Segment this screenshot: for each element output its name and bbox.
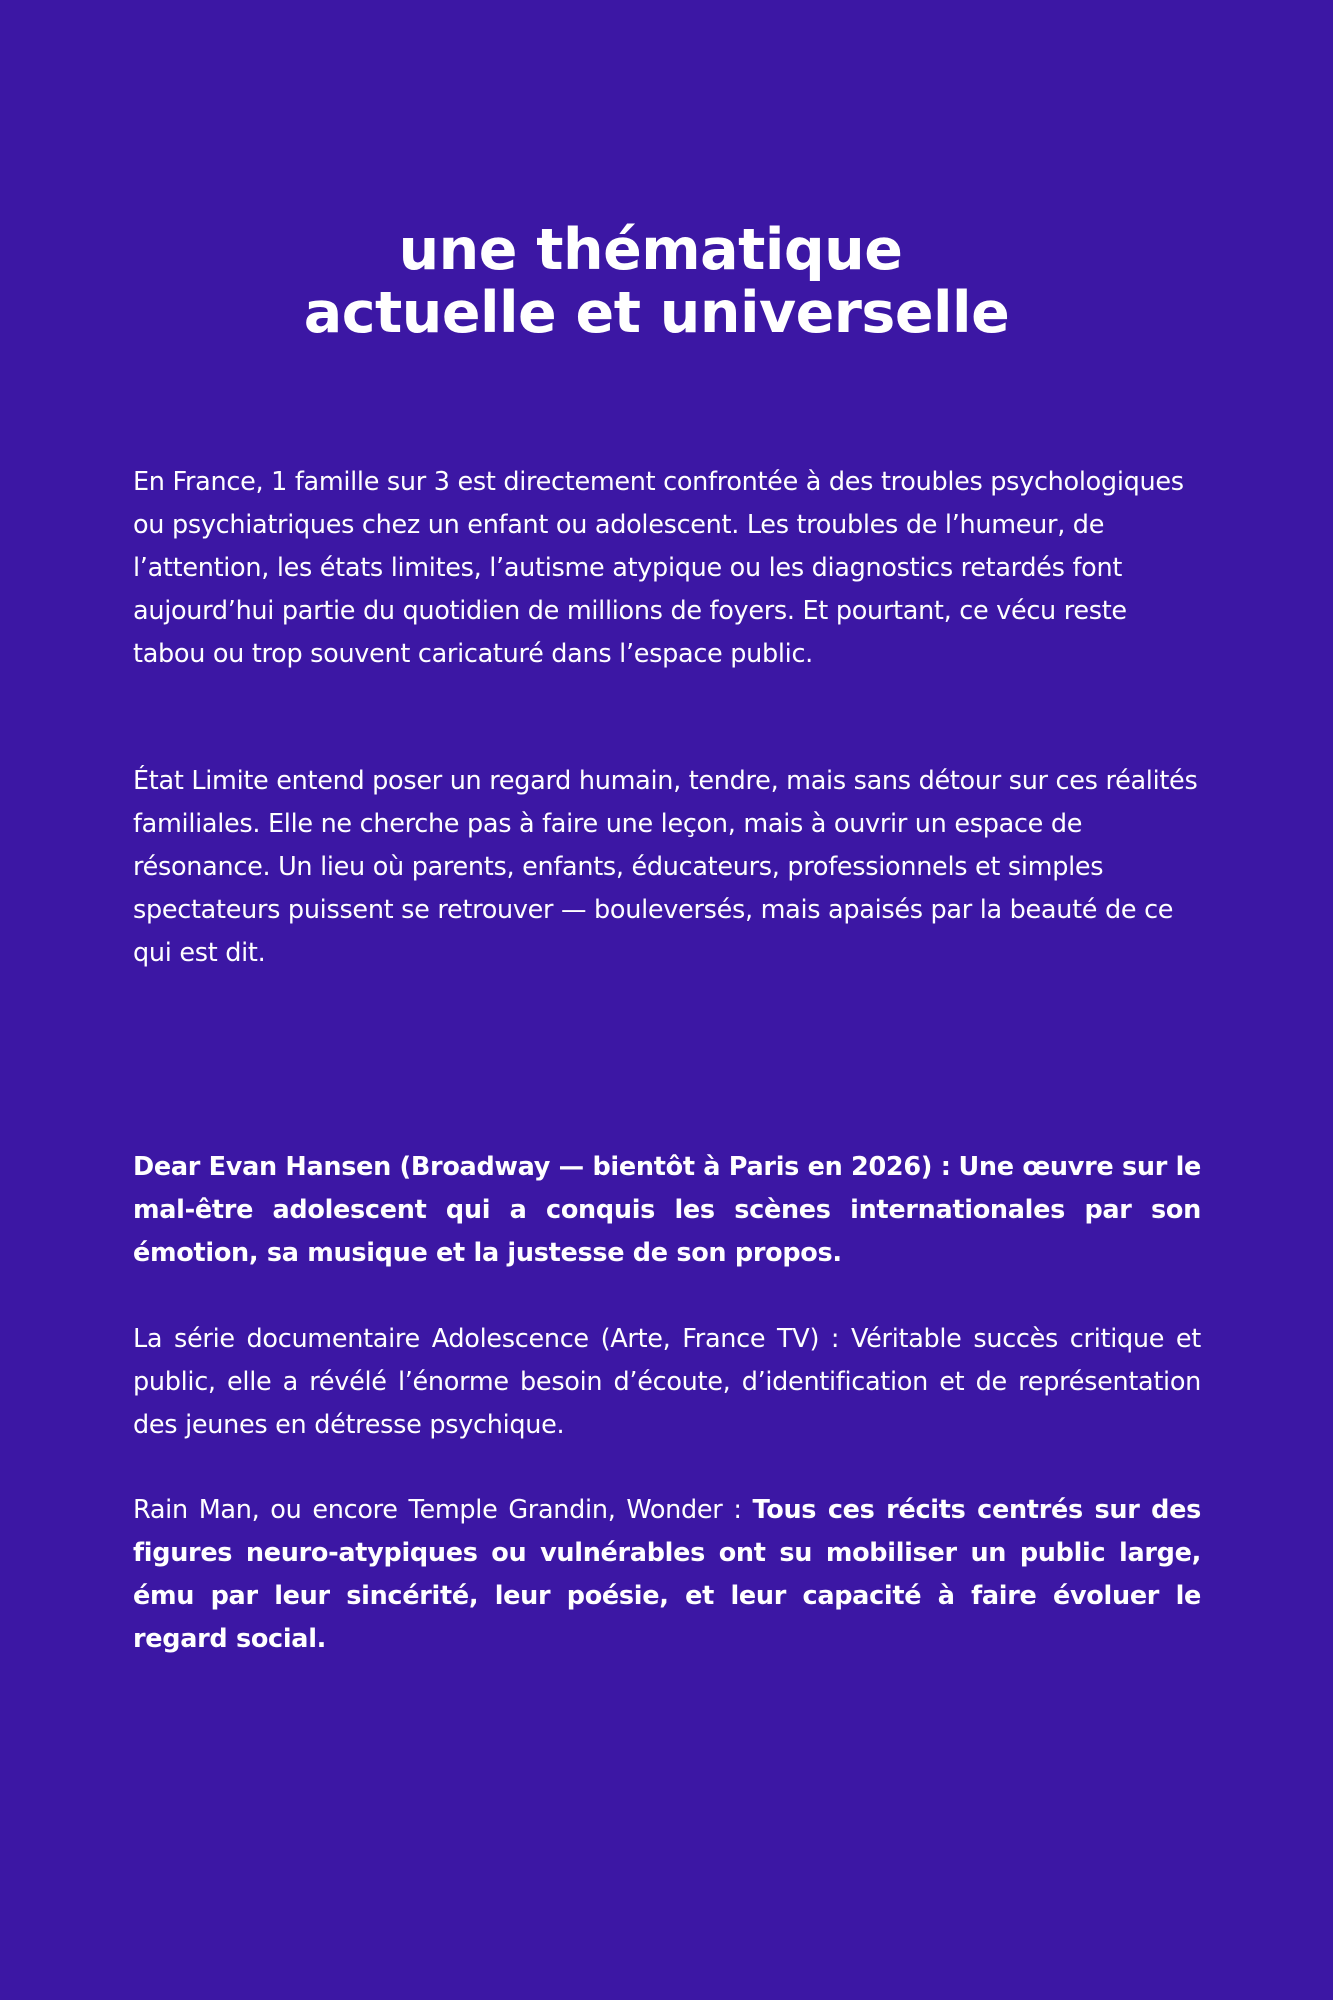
reference-lead: Dear Evan Hansen (Broadway — bientôt à Paris en 2026) : [133,1152,951,1182]
page-title [0,218,1333,345]
title-line-1: une thématique [398,217,903,284]
reference-text: Véritable succès critique et public, elle a révélé l’énorme besoin d’écoute, d’identification et de représentation des jeunes en détresse psychique. [133,1324,1201,1440]
reference-lead: La série documentaire Adolescence (Arte, France TV) : [133,1324,840,1354]
intro-paragraph-2: État Limite entend poser un regard humain, tendre, mais sans détour sur ces réalités familiales. Elle ne cherche pas à faire une leçon, mais à ouvrir un espace de résonance. Un lieu où parents, enfants, éducateurs, professionnels et simples spectateurs puissent se retrouver — bouleversés, mais apaisés par la beauté de ce qui est dit. [133,766,1198,968]
title-line-2: actuelle et universelle [303,280,1010,347]
reference-adolescence [133,1318,1201,1447]
reference-rain-man [133,1489,1201,1661]
reference-text: Tous ces récits centrés sur des figures neuro-atypiques ou vulnérables ont su mobiliser un public large, ému par leur sincérité, leur poésie, et leur capacité à faire évoluer le regard social. [133,1495,1201,1654]
intro-paragraph-1: En France, 1 famille sur 3 est directement confrontée à des troubles psychologiques ou psychiatriques chez un enfant ou adolescent. Les troubles de l’humeur, de l’attention, les états limites, l’autisme atypique ou les diagnostics retardés font aujourd’hui partie du quotidien de millions de foyers. Et pourtant, ce vécu reste tabou ou trop souvent caricaturé dans l’espace public. [133,467,1184,669]
reference-text: Une œuvre sur le mal-être adolescent qui a conquis les scènes internationales par son émotion, sa musique et la justesse de son propos. [133,1152,1202,1268]
reference-lead: Rain Man, ou encore Temple Grandin, Wonder : [133,1495,742,1525]
reference-dear-evan-hansen [133,1146,1201,1275]
